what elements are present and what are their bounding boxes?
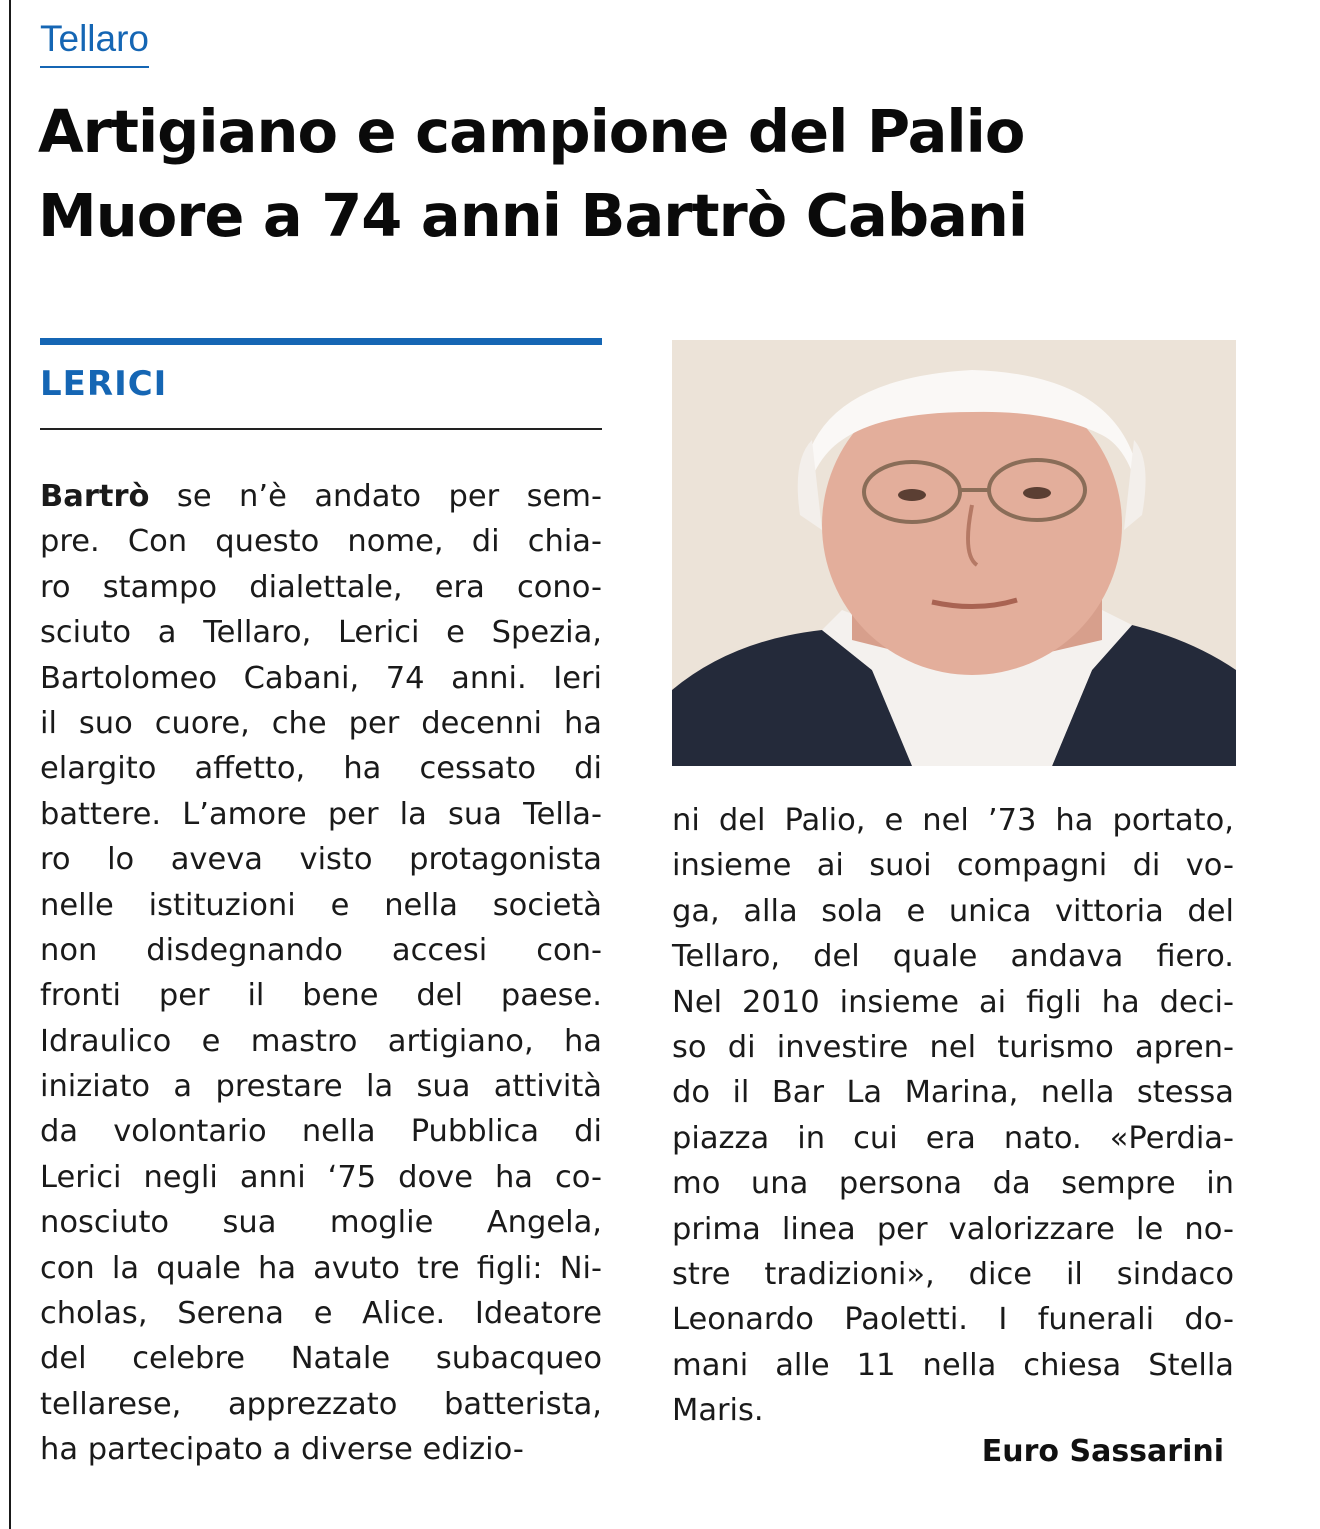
article-right-line: so di investire nel turismo apren- <box>672 1029 1234 1065</box>
article-right-line: Maris. <box>672 1393 764 1429</box>
article-column-left <box>40 474 602 1473</box>
article-left-line-text: se n’è andato per sem- <box>149 479 602 514</box>
article-right-line: Tellaro, del quale andava fiero. <box>672 939 1234 975</box>
column-divider <box>9 0 11 1529</box>
article-left-line: Lerici negli anni ‘75 dove ha co- <box>40 1159 602 1195</box>
article-left-line: del celebre Natale subacqueo <box>40 1341 602 1377</box>
article-lead-word: Bartrò <box>40 479 150 514</box>
section-label: LERICI <box>40 364 168 404</box>
article-left-line: da volontario nella Pubblica di <box>40 1114 602 1150</box>
article-left-line: ro stampo dialettale, era cono- <box>40 569 602 605</box>
article-left-line: elargito affetto, ha cessato di <box>40 751 602 787</box>
portrait-photo <box>672 340 1236 766</box>
article-column-right <box>672 798 1234 1433</box>
article-left-line: non disdegnando accesi con- <box>40 932 602 968</box>
article-right-line: mo una persona da sempre in <box>672 1166 1234 1202</box>
article-left-line: tellarese, apprezzato batterista, <box>40 1386 602 1422</box>
article-right-line: piazza in cui era nato. «Perdia- <box>672 1120 1234 1156</box>
article-right-line: stre tradizioni», dice il sindaco <box>672 1256 1234 1292</box>
article-left-line: battere. L’amore per la sua Tella- <box>40 796 602 832</box>
article-left-line: pre. Con questo nome, di chia- <box>40 524 602 560</box>
article-left-line: ro lo aveva visto protagonista <box>40 842 602 878</box>
article-left-line: il suo cuore, che per decenni ha <box>40 705 602 741</box>
article-left-line: Idraulico e mastro artigiano, ha <box>40 1023 602 1059</box>
author-byline: Euro Sassarini <box>981 1434 1224 1469</box>
article-right-line: ni del Palio, e nel ’73 ha portato, <box>672 803 1234 838</box>
article-left-line: Bartolomeo Cabani, 74 anni. Ieri <box>40 660 602 696</box>
section-accent-bar <box>40 338 602 345</box>
headline-line-1: Artigiano e campione del Palio <box>38 97 1025 166</box>
portrait-illustration <box>672 340 1236 766</box>
article-right-line: Leonardo Paoletti. I funerali do- <box>672 1302 1234 1338</box>
article-right-line: mani alle 11 nella chiesa Stella <box>672 1347 1234 1383</box>
kicker-label: Tellaro <box>40 14 149 68</box>
article-right-line: insieme ai suoi compagni di vo- <box>672 848 1234 884</box>
article-left-line: iniziato a prestare la sua attività <box>40 1069 602 1105</box>
article-left-line: con la quale ha avuto tre figli: Ni- <box>40 1250 602 1286</box>
article-left-line: fronti per il bene del paese. <box>40 978 602 1014</box>
article-left-line: sciuto a Tellaro, Lerici e Spezia, <box>40 615 602 651</box>
article-left-line: nosciuto sua moglie Angela, <box>40 1205 602 1241</box>
headline <box>38 90 1298 258</box>
article-left-line <box>40 474 602 519</box>
article-right-line: ga, alla sola e unica vittoria del <box>672 893 1234 929</box>
article-left-line: ha partecipato a diverse edizio- <box>40 1432 524 1468</box>
article-right-line: do il Bar La Marina, nella stessa <box>672 1075 1234 1111</box>
section-divider <box>40 428 602 430</box>
headline-line-2: Muore a 74 anni Bartrò Cabani <box>38 181 1028 250</box>
article-right-line: prima linea per valorizzare le no- <box>672 1211 1234 1247</box>
article-left-line: nelle istituzioni e nella società <box>40 887 602 923</box>
article-right-line: Nel 2010 insieme ai figli ha deci- <box>672 984 1234 1020</box>
article-left-line: cholas, Serena e Alice. Ideatore <box>40 1296 602 1332</box>
